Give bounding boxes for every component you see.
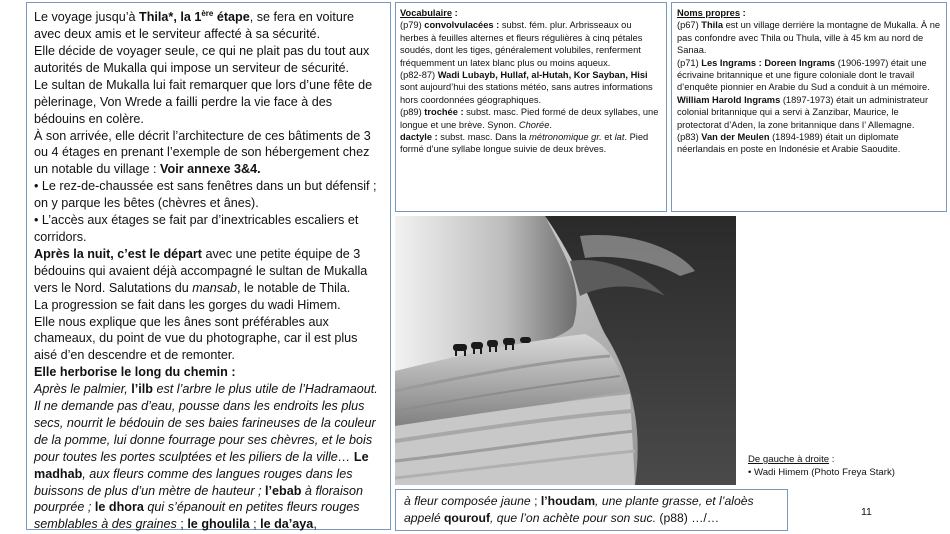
annex-reference: Voir annexe 3&4.	[160, 162, 261, 177]
text: avec une petite équipe de 3 bédouins qui avaient déjà accompagné le sultan de Mukalla vers le Nord. Salutations du	[34, 246, 368, 295]
text: (1894-1989) était un diplomate néerlandais en poste en Indonésie et Arabie Saoudite.	[677, 132, 901, 155]
text: :	[829, 454, 835, 465]
text: l’houdam	[540, 494, 596, 508]
text: Elle herborise le long du chemin :	[34, 365, 236, 380]
vocabulary-box	[395, 2, 667, 212]
text: le ghoulila	[187, 517, 250, 532]
text: subst. masc. Dans la	[437, 132, 530, 143]
text: convolvulacées :	[424, 20, 500, 31]
caption-heading	[748, 453, 948, 466]
text: Après le palmier,	[34, 382, 132, 397]
text: William Harold Ingrams	[677, 94, 781, 105]
text: l’ilb	[131, 382, 153, 397]
text: subst. masc. Pied formé de deux syllabes, une longue et une brève. Synon.	[400, 107, 659, 130]
text: (1906-1997) était une écrivaine britannique et une figure coloniale dont le travail d’enquête pionnier en Arabie du Sud a conduit à un mémoire.	[677, 57, 930, 93]
text: ;	[176, 517, 188, 532]
text: ,	[313, 517, 317, 532]
vocab-entry	[400, 131, 661, 156]
text: (p83)	[677, 132, 702, 143]
text: et	[601, 132, 615, 143]
proper-names-heading	[677, 7, 941, 19]
text: .	[549, 119, 552, 130]
text: (1897-1973) était un administrateur colonial britannique qui a servi à Zanzibar, Maurice, le protectorat d’Aden, la zone britannique dans l’ Allemagne.	[677, 94, 929, 130]
name-entry	[677, 19, 941, 56]
text: Le madhab	[34, 449, 369, 481]
text: Après la nuit, c’est le départ	[34, 246, 202, 261]
text: (p67)	[677, 20, 702, 31]
paragraph-intro	[34, 6, 384, 43]
text: (p82-87)	[400, 70, 438, 81]
text: métronomique gr.	[529, 132, 602, 143]
text: l’aloès appelé	[404, 494, 754, 525]
vocabulary-heading	[400, 7, 661, 19]
text: De gauche à droite	[748, 454, 830, 465]
text: sont aujourd’hui des stations météo, sans autres informations hors coordonnées géographiques.	[400, 82, 653, 105]
text: , se fera en voiture avec deux amis et le serviteur affecté à sa sécurité.	[34, 10, 355, 42]
text: Le voyage jusqu’à	[34, 10, 140, 25]
text: À son arrivée, elle décrit l’architecture de ces bâtiments de 3 ou 4 étages en prenant l’exemple de son hébergement chez un notable du village :	[34, 128, 371, 177]
text: , que l’on achète pour son suc.	[490, 511, 657, 525]
page-number: 11	[861, 506, 872, 518]
name-entry	[677, 131, 941, 156]
photo-caption	[748, 453, 948, 479]
text: ;	[249, 517, 261, 532]
text: étape	[213, 10, 250, 25]
text: Les Ingrams : Doreen Ingrams	[701, 57, 836, 68]
text: (p79)	[400, 20, 425, 31]
text: , une plante grasse, et	[595, 494, 720, 508]
text: (p88) …/…	[656, 511, 720, 525]
vocab-entry	[400, 19, 661, 69]
text: ère	[201, 9, 214, 18]
text: l’ebab	[265, 483, 302, 498]
text: , le notable de Thila.	[237, 280, 351, 295]
quote-paragraph	[34, 381, 384, 533]
text: lat	[614, 132, 625, 143]
text: est un village derrière la montagne de Mukalla. À ne pas confondre avec Thila ou Thula, ville à 45 km au nord de Sanaa.	[677, 20, 941, 56]
text: trochée :	[424, 107, 464, 118]
caption-item: • Wadi Himem (Photo Freya Stark)	[748, 467, 895, 478]
text: qui s’épanouit en petites fleurs rouges semblables à des graines	[34, 500, 360, 532]
paragraph: La progression se fait dans les gorges du wadi Himem.	[34, 297, 341, 312]
gorge-photograph	[395, 216, 736, 485]
text: :	[452, 8, 458, 18]
text: . Pied formé d’une syllabe longue suivie de deux brèves.	[400, 132, 649, 155]
text: le dhora	[94, 500, 144, 515]
paragraph	[34, 364, 384, 381]
paragraph: Elle nous explique que les ânes sont préférables aux chameaux, du point de vue du photographe, car il est plus aisé d’en descendre et de remonter.	[34, 314, 358, 363]
text: :	[740, 8, 746, 18]
text: , aux fleurs comme des langues rouges dans les buissons de plus d’un mètre de hauteur ;	[34, 466, 353, 498]
text: subst. fém. plur. Arbrisseaux ou herbes à feuilles alternes et fleurs régulières à cinq pétales soudés, dont les tiges, généralement volubiles, renferment fréquemment un latex blanc plus ou moins aqueux.	[400, 20, 643, 68]
text: mansab	[192, 280, 238, 295]
text: (p89)	[400, 107, 425, 118]
paragraph: Elle décide de voyager seule, ce qui ne plait pas du tout aux autorités de Mukalla qui impose un serviteur de sécurité.	[34, 44, 370, 75]
main-text-box	[26, 2, 391, 530]
text: à fleur composée jaune	[404, 494, 531, 508]
continued-text-box	[395, 489, 788, 531]
photo-image	[395, 216, 736, 485]
paragraph	[34, 128, 384, 179]
text: Noms propres	[677, 8, 741, 18]
vocab-entry	[400, 106, 661, 131]
text: Thila*, la 1	[139, 10, 202, 25]
text: est l’arbre le plus utile de l’Hadramaout. Il ne demande pas d’eau, pousse dans les endroits les plus secs, nourrit le bédouin de ses baies farineuses de la couleur de la pomme, lui donne fourrage pour ses chèvres, et le bois pour toutes les portes sculptées et les piliers de la ville…	[34, 382, 378, 464]
text: Wadi Lubayb, Hullaf, al-Hutah, Kor Sayban, Hisi	[437, 70, 648, 81]
bullet-item: • Le rez-de-chaussée est sans fenêtres dans un but défensif ; on y parque les bêtes (chèvres et ânes).	[34, 179, 377, 211]
text: Chorée	[518, 119, 550, 130]
text: Van der Meulen	[701, 132, 770, 143]
text: le da’aya	[260, 517, 314, 532]
text: (p71)	[677, 57, 702, 68]
name-entry	[677, 94, 941, 131]
text: ;	[530, 494, 541, 508]
proper-names-box	[671, 2, 947, 212]
text: dactyle :	[400, 132, 438, 143]
text: Thila	[701, 20, 723, 31]
text: Vocabulaire	[400, 8, 453, 18]
text: à floraison pourprée ;	[34, 483, 364, 515]
name-entry	[677, 57, 941, 94]
paragraph	[34, 246, 384, 297]
text: qourouf	[443, 511, 491, 525]
paragraph: Le sultan de Mukalla lui fait remarquer que lors d’une fête de pèlerinage, Von Wrede a failli perdre la vie face à des bédouins en colère.	[34, 77, 373, 126]
vocab-entry	[400, 69, 661, 106]
bullet-item: • L’accès aux étages se fait par d’inextricables escaliers et corridors.	[34, 213, 359, 244]
